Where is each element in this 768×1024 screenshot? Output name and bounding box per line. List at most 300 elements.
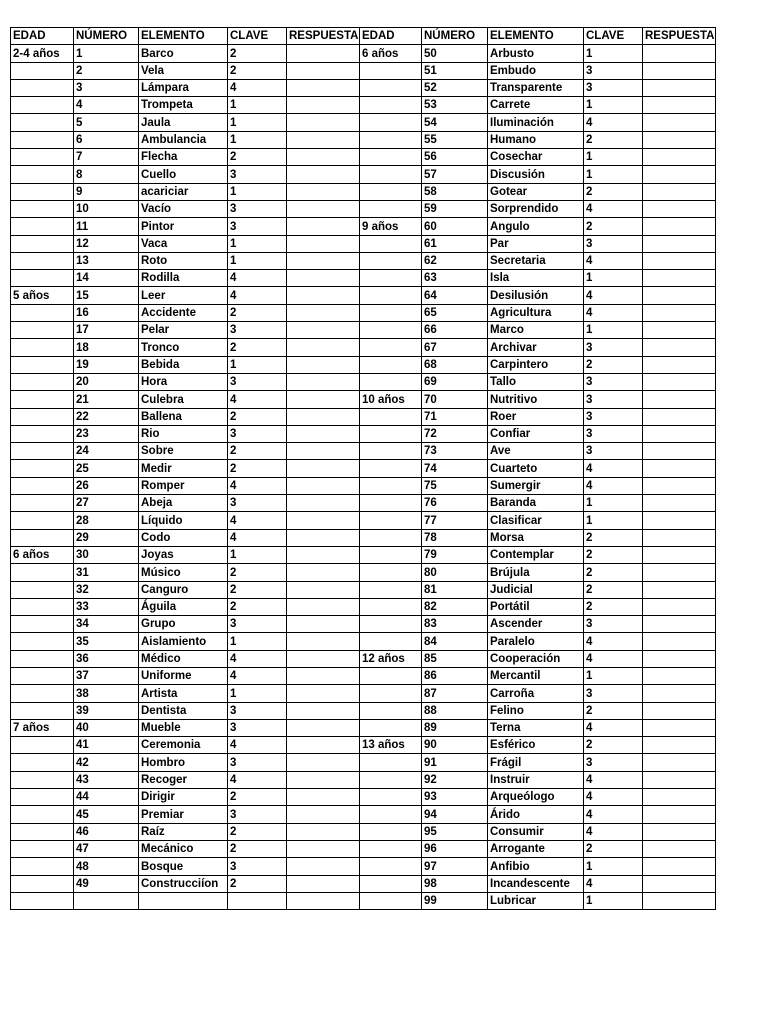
element-cell: Desilusión <box>488 287 584 304</box>
element-cell: Hombro <box>139 754 228 771</box>
number-cell: 29 <box>74 529 139 546</box>
answer-cell <box>287 304 360 321</box>
element-cell: Terna <box>488 719 584 736</box>
table-row <box>11 633 716 650</box>
age-cell <box>360 252 422 269</box>
number-cell: 86 <box>422 667 488 684</box>
key-cell: 3 <box>584 339 643 356</box>
column-header: CLAVE <box>228 28 287 45</box>
age-cell <box>11 149 74 166</box>
table-row <box>11 771 716 788</box>
age-cell: 6 años <box>360 45 422 62</box>
age-cell <box>360 702 422 719</box>
table-row <box>11 270 716 287</box>
table-row <box>11 840 716 857</box>
answer-cell <box>643 564 716 581</box>
element-cell: Gotear <box>488 183 584 200</box>
number-cell: 28 <box>74 512 139 529</box>
table-row <box>11 45 716 62</box>
answer-cell <box>287 131 360 148</box>
element-cell: Carrete <box>488 97 584 114</box>
element-cell: Roto <box>139 252 228 269</box>
answer-cell <box>287 252 360 269</box>
key-cell: 1 <box>584 45 643 62</box>
key-cell: 1 <box>228 252 287 269</box>
table-row <box>11 789 716 806</box>
column-header: CLAVE <box>584 28 643 45</box>
number-cell: 81 <box>422 581 488 598</box>
key-cell: 2 <box>228 443 287 460</box>
number-cell: 5 <box>74 114 139 131</box>
answer-cell <box>643 373 716 390</box>
element-cell: Mueble <box>139 719 228 736</box>
element-cell: Embudo <box>488 62 584 79</box>
element-cell: Lubricar <box>488 892 584 909</box>
answer-cell <box>643 443 716 460</box>
number-cell: 10 <box>74 200 139 217</box>
key-cell: 4 <box>584 806 643 823</box>
key-cell: 2 <box>584 581 643 598</box>
number-cell: 76 <box>422 495 488 512</box>
answer-cell <box>287 79 360 96</box>
key-cell <box>228 892 287 909</box>
answer-cell <box>643 252 716 269</box>
age-cell <box>360 667 422 684</box>
column-header: RESPUESTA <box>287 28 360 45</box>
number-cell: 62 <box>422 252 488 269</box>
word-list-table <box>10 27 716 910</box>
age-cell <box>360 840 422 857</box>
number-cell: 82 <box>422 598 488 615</box>
number-cell: 92 <box>422 771 488 788</box>
answer-cell <box>287 495 360 512</box>
table-row <box>11 581 716 598</box>
age-cell <box>11 62 74 79</box>
element-cell: Aislamiento <box>139 633 228 650</box>
key-cell: 3 <box>584 443 643 460</box>
key-cell: 4 <box>584 304 643 321</box>
element-cell: Vacío <box>139 200 228 217</box>
age-cell <box>360 477 422 494</box>
answer-cell <box>287 477 360 494</box>
element-cell: Sorprendido <box>488 200 584 217</box>
key-cell: 3 <box>584 62 643 79</box>
key-cell: 4 <box>228 477 287 494</box>
age-cell <box>360 373 422 390</box>
age-cell <box>11 529 74 546</box>
element-cell: Vaca <box>139 235 228 252</box>
age-cell <box>360 114 422 131</box>
key-cell: 3 <box>584 79 643 96</box>
table-row <box>11 408 716 425</box>
answer-cell <box>287 235 360 252</box>
element-cell: Recoger <box>139 771 228 788</box>
answer-cell <box>287 823 360 840</box>
age-cell <box>11 322 74 339</box>
answer-cell <box>287 840 360 857</box>
column-header: NÚMERO <box>74 28 139 45</box>
element-cell: Codo <box>139 529 228 546</box>
number-cell: 94 <box>422 806 488 823</box>
key-cell: 3 <box>228 702 287 719</box>
element-cell: Medir <box>139 460 228 477</box>
number-cell: 3 <box>74 79 139 96</box>
answer-cell <box>643 858 716 875</box>
key-cell: 4 <box>584 200 643 217</box>
number-cell: 74 <box>422 460 488 477</box>
element-cell: Jaula <box>139 114 228 131</box>
table-row <box>11 512 716 529</box>
answer-cell <box>643 460 716 477</box>
age-cell <box>360 529 422 546</box>
key-cell: 4 <box>584 719 643 736</box>
key-cell: 3 <box>584 685 643 702</box>
key-cell: 2 <box>584 702 643 719</box>
answer-cell <box>643 806 716 823</box>
key-cell: 2 <box>584 529 643 546</box>
number-cell: 14 <box>74 270 139 287</box>
number-cell <box>74 892 139 909</box>
number-cell: 11 <box>74 218 139 235</box>
element-cell: Vela <box>139 62 228 79</box>
element-cell: Esférico <box>488 737 584 754</box>
answer-cell <box>287 685 360 702</box>
table-row <box>11 667 716 684</box>
answer-cell <box>287 62 360 79</box>
element-cell: Judicial <box>488 581 584 598</box>
column-header: EDAD <box>11 28 74 45</box>
answer-cell <box>287 771 360 788</box>
table-row <box>11 252 716 269</box>
key-cell: 1 <box>228 114 287 131</box>
element-cell: Baranda <box>488 495 584 512</box>
answer-cell <box>287 408 360 425</box>
age-cell <box>360 166 422 183</box>
number-cell: 7 <box>74 149 139 166</box>
key-cell: 2 <box>228 45 287 62</box>
element-cell: Carpintero <box>488 356 584 373</box>
element-cell: Cooperación <box>488 650 584 667</box>
answer-cell <box>287 546 360 563</box>
answer-cell <box>643 598 716 615</box>
key-cell: 1 <box>584 892 643 909</box>
key-cell: 2 <box>584 737 643 754</box>
element-cell: Sobre <box>139 443 228 460</box>
key-cell: 3 <box>228 495 287 512</box>
table-row <box>11 97 716 114</box>
column-header: ELEMENTO <box>139 28 228 45</box>
number-cell: 12 <box>74 235 139 252</box>
element-cell: Ceremonia <box>139 737 228 754</box>
answer-cell <box>287 650 360 667</box>
column-header: RESPUESTA <box>643 28 716 45</box>
key-cell: 3 <box>228 322 287 339</box>
age-cell <box>11 616 74 633</box>
key-cell: 4 <box>228 79 287 96</box>
answer-cell <box>643 235 716 252</box>
age-cell <box>360 287 422 304</box>
age-cell <box>11 183 74 200</box>
table-row <box>11 495 716 512</box>
number-cell: 64 <box>422 287 488 304</box>
number-cell: 69 <box>422 373 488 390</box>
age-cell <box>360 356 422 373</box>
key-cell: 4 <box>228 737 287 754</box>
table-row <box>11 529 716 546</box>
key-cell: 1 <box>228 356 287 373</box>
age-cell <box>360 771 422 788</box>
answer-cell <box>287 858 360 875</box>
table-row <box>11 62 716 79</box>
age-cell <box>11 581 74 598</box>
number-cell: 60 <box>422 218 488 235</box>
age-cell <box>11 79 74 96</box>
table-row <box>11 166 716 183</box>
age-cell <box>11 356 74 373</box>
element-cell: Dentista <box>139 702 228 719</box>
table-row <box>11 546 716 563</box>
answer-cell <box>287 166 360 183</box>
element-cell: Portátil <box>488 598 584 615</box>
element-cell: Bosque <box>139 858 228 875</box>
number-cell: 32 <box>74 581 139 598</box>
answer-cell <box>287 149 360 166</box>
key-cell: 3 <box>584 754 643 771</box>
number-cell: 48 <box>74 858 139 875</box>
age-cell: 9 años <box>360 218 422 235</box>
key-cell: 1 <box>228 183 287 200</box>
key-cell: 4 <box>584 114 643 131</box>
table-row <box>11 875 716 892</box>
key-cell: 1 <box>584 858 643 875</box>
answer-cell <box>643 287 716 304</box>
answer-cell <box>643 200 716 217</box>
table-row <box>11 823 716 840</box>
number-cell: 21 <box>74 391 139 408</box>
age-cell <box>11 650 74 667</box>
key-cell: 1 <box>584 322 643 339</box>
element-cell: Águila <box>139 598 228 615</box>
answer-cell <box>643 754 716 771</box>
answer-cell <box>287 218 360 235</box>
element-cell: Paralelo <box>488 633 584 650</box>
answer-cell <box>287 892 360 909</box>
number-cell: 43 <box>74 771 139 788</box>
number-cell: 50 <box>422 45 488 62</box>
element-cell: Pintor <box>139 218 228 235</box>
element-cell: Roer <box>488 408 584 425</box>
age-cell <box>360 62 422 79</box>
number-cell: 52 <box>422 79 488 96</box>
table-row <box>11 477 716 494</box>
key-cell: 2 <box>228 460 287 477</box>
number-cell: 98 <box>422 875 488 892</box>
answer-cell <box>287 183 360 200</box>
answer-cell <box>643 650 716 667</box>
age-cell <box>360 200 422 217</box>
number-cell: 36 <box>74 650 139 667</box>
number-cell: 17 <box>74 322 139 339</box>
table-row <box>11 218 716 235</box>
key-cell: 2 <box>584 183 643 200</box>
table-row <box>11 443 716 460</box>
element-cell: Isla <box>488 270 584 287</box>
age-cell <box>360 875 422 892</box>
element-cell: Médico <box>139 650 228 667</box>
age-cell <box>11 512 74 529</box>
key-cell: 4 <box>228 667 287 684</box>
number-cell: 20 <box>74 373 139 390</box>
element-cell: Hora <box>139 373 228 390</box>
key-cell: 1 <box>228 546 287 563</box>
answer-cell <box>643 166 716 183</box>
table-row <box>11 131 716 148</box>
answer-cell <box>643 477 716 494</box>
answer-cell <box>643 425 716 442</box>
key-cell: 3 <box>228 806 287 823</box>
answer-cell <box>287 754 360 771</box>
answer-cell <box>287 512 360 529</box>
number-cell: 44 <box>74 789 139 806</box>
key-cell: 1 <box>228 131 287 148</box>
element-cell: Morsa <box>488 529 584 546</box>
age-cell <box>11 270 74 287</box>
answer-cell <box>287 287 360 304</box>
table-row <box>11 114 716 131</box>
age-cell <box>360 581 422 598</box>
element-cell: Flecha <box>139 149 228 166</box>
number-cell: 46 <box>74 823 139 840</box>
key-cell: 4 <box>584 875 643 892</box>
age-cell <box>360 512 422 529</box>
key-cell: 1 <box>228 633 287 650</box>
number-cell: 68 <box>422 356 488 373</box>
number-cell: 41 <box>74 737 139 754</box>
element-cell: Discusión <box>488 166 584 183</box>
age-cell <box>360 149 422 166</box>
element-cell: acariciar <box>139 183 228 200</box>
answer-cell <box>643 737 716 754</box>
key-cell: 3 <box>228 373 287 390</box>
number-cell: 67 <box>422 339 488 356</box>
element-cell: Leer <box>139 287 228 304</box>
element-cell: Frágil <box>488 754 584 771</box>
age-cell <box>360 425 422 442</box>
key-cell: 1 <box>584 495 643 512</box>
age-cell <box>360 892 422 909</box>
age-cell <box>11 373 74 390</box>
element-cell: Instruir <box>488 771 584 788</box>
age-cell <box>360 79 422 96</box>
age-cell <box>11 339 74 356</box>
number-cell: 47 <box>74 840 139 857</box>
age-cell <box>360 546 422 563</box>
age-cell <box>11 823 74 840</box>
element-cell: Clasificar <box>488 512 584 529</box>
key-cell: 4 <box>584 252 643 269</box>
key-cell: 2 <box>584 218 643 235</box>
element-cell: Incandescente <box>488 875 584 892</box>
answer-cell <box>643 875 716 892</box>
age-cell <box>11 131 74 148</box>
number-cell: 24 <box>74 443 139 460</box>
answer-cell <box>287 460 360 477</box>
key-cell: 4 <box>228 512 287 529</box>
element-cell: Secretaria <box>488 252 584 269</box>
element-cell: Tallo <box>488 373 584 390</box>
age-cell <box>11 200 74 217</box>
element-cell: Accidente <box>139 304 228 321</box>
answer-cell <box>643 529 716 546</box>
answer-cell <box>643 408 716 425</box>
answer-cell <box>287 339 360 356</box>
table-body <box>11 28 716 910</box>
number-cell: 19 <box>74 356 139 373</box>
number-cell: 57 <box>422 166 488 183</box>
number-cell: 38 <box>74 685 139 702</box>
table-row <box>11 322 716 339</box>
answer-cell <box>643 339 716 356</box>
age-cell <box>360 131 422 148</box>
age-cell <box>360 806 422 823</box>
answer-cell <box>643 356 716 373</box>
age-cell <box>360 322 422 339</box>
key-cell: 2 <box>228 581 287 598</box>
number-cell: 30 <box>74 546 139 563</box>
age-cell <box>11 771 74 788</box>
number-cell: 31 <box>74 564 139 581</box>
key-cell: 4 <box>228 529 287 546</box>
element-cell: Arbusto <box>488 45 584 62</box>
element-cell: Líquido <box>139 512 228 529</box>
key-cell: 4 <box>584 477 643 494</box>
answer-cell <box>643 702 716 719</box>
key-cell: 3 <box>584 235 643 252</box>
element-cell: Anfibio <box>488 858 584 875</box>
answer-cell <box>643 79 716 96</box>
number-cell: 59 <box>422 200 488 217</box>
key-cell: 4 <box>584 460 643 477</box>
age-cell: 7 años <box>11 719 74 736</box>
column-header: NÚMERO <box>422 28 488 45</box>
number-cell: 65 <box>422 304 488 321</box>
key-cell: 1 <box>584 667 643 684</box>
key-cell: 3 <box>228 616 287 633</box>
number-cell: 95 <box>422 823 488 840</box>
age-cell <box>11 685 74 702</box>
table-row <box>11 460 716 477</box>
answer-cell <box>287 806 360 823</box>
table-row <box>11 702 716 719</box>
element-cell: Raíz <box>139 823 228 840</box>
column-header: EDAD <box>360 28 422 45</box>
element-cell: Ave <box>488 443 584 460</box>
key-cell: 3 <box>228 218 287 235</box>
key-cell: 3 <box>228 858 287 875</box>
answer-cell <box>643 892 716 909</box>
number-cell: 73 <box>422 443 488 460</box>
number-cell: 84 <box>422 633 488 650</box>
answer-cell <box>643 304 716 321</box>
element-cell: Sumergir <box>488 477 584 494</box>
age-cell: 12 años <box>360 650 422 667</box>
age-cell <box>11 564 74 581</box>
age-cell <box>11 598 74 615</box>
answer-cell <box>287 322 360 339</box>
table-row <box>11 373 716 390</box>
age-cell <box>11 789 74 806</box>
key-cell: 2 <box>228 875 287 892</box>
